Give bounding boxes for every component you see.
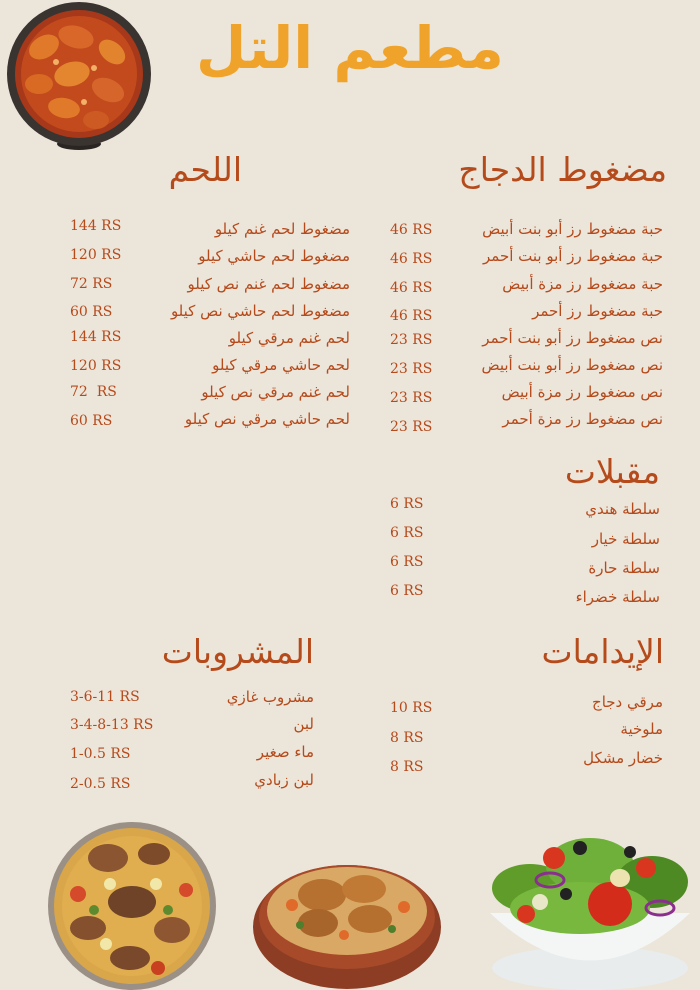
menu-item-name: لحم حاشي مرقي كيلو	[212, 356, 350, 374]
sides-section-heading: الإيدامات	[541, 632, 664, 671]
menu-item-price: 144 RS	[70, 329, 122, 345]
menu-item-name: لحم غنم مرقي نص كيلو	[201, 383, 350, 401]
menu-item-name: حبة مضغوط رز أبو بنت أبيض	[482, 220, 663, 238]
menu-item-name: نص مضغوط رز أبو بنت أحمر	[482, 329, 663, 347]
menu-item-name: مرقي دجاج	[592, 693, 663, 711]
menu-item-name: ماء صغير	[256, 743, 314, 761]
restaurant-title: مطعم التل	[196, 14, 504, 82]
menu-item-name: سلطة هندي	[585, 500, 660, 518]
menu-item-price: 60 RS	[70, 413, 113, 429]
menu-item-price: 120 RS	[70, 247, 122, 263]
menu-item-price: 8 RS	[390, 759, 424, 775]
meat-section-heading: اللحم	[168, 150, 242, 189]
menu-item-price: 46 RS	[390, 308, 433, 324]
menu-item-price: 46 RS	[390, 280, 433, 296]
menu-item-name: مشروب غازي	[226, 688, 314, 706]
menu-item-name: ملوخية	[620, 720, 663, 738]
menu-item-name: لبن زبادي	[254, 771, 314, 789]
menu-item-price: 46 RS	[390, 251, 433, 267]
kabsa-meat-platter-image	[48, 818, 216, 990]
menu-item-name: لبن	[293, 715, 314, 733]
green-salad-bowl-image	[470, 818, 700, 990]
menu-item-name: حبة مضغوط رز مزة أبيض	[502, 275, 663, 293]
menu-item-price: 3-6-11 RS	[70, 689, 140, 705]
menu-item-name: لحم حاشي مرقي نص كيلو	[184, 410, 350, 428]
menu-item-name: نص مضغوط رز مزة أحمر	[502, 410, 663, 428]
menu-item-price: 23 RS	[390, 390, 433, 406]
menu-item-price: 10 RS	[390, 700, 433, 716]
drinks-section-heading: المشروبات	[161, 632, 314, 671]
menu-item-price: 72 RS	[70, 384, 117, 400]
menu-item-name: مضغوط لحم غنم كيلو	[214, 220, 350, 238]
menu-item-price: 3-4-8-13 RS	[70, 717, 154, 733]
menu-item-name: حبة مضغوط رز أحمر	[532, 302, 663, 320]
menu-item-price: 23 RS	[390, 332, 433, 348]
menu-item-name: نص مضغوط رز مزة أبيض	[501, 383, 663, 401]
menu-item-price: 120 RS	[70, 358, 122, 374]
menu-item-price: 6 RS	[390, 496, 424, 512]
menu-item-name: سلطة خيار	[591, 530, 660, 548]
chicken-section-heading: مضغوط الدجاج	[458, 150, 667, 189]
menu-item-name: سلطة خضراء	[575, 588, 660, 606]
menu-item-name: مضغوط لحم حاشي كيلو	[198, 247, 350, 265]
menu-item-price: 144 RS	[70, 218, 122, 234]
menu-item-price: 6 RS	[390, 583, 424, 599]
appetizers-section-heading: مقبلات	[564, 452, 660, 491]
menu-item-price: 46 RS	[390, 222, 433, 238]
menu-item-price: 2-0.5 RS	[70, 776, 131, 792]
menu-item-price: 6 RS	[390, 525, 424, 541]
menu-item-name: سلطة حارة	[588, 559, 660, 577]
chicken-curry-pan-image	[4, 2, 154, 154]
menu-item-name: خضار مشكل	[583, 749, 663, 767]
menu-item-price: 1-0.5 RS	[70, 746, 131, 762]
menu-item-price: 60 RS	[70, 304, 113, 320]
menu-item-name: مضغوط لحم حاشي نص كيلو	[170, 302, 350, 320]
menu-item-price: 23 RS	[390, 361, 433, 377]
chicken-rice-bowl-image	[252, 855, 442, 990]
menu-item-name: لحم غنم مرقي كيلو	[228, 329, 350, 347]
menu-item-name: مضغوط لحم غنم نص كيلو	[187, 275, 350, 293]
menu-item-price: 72 RS	[70, 276, 113, 292]
menu-item-name: حبة مضغوط رز أبو بنت أحمر	[483, 247, 663, 265]
menu-item-price: 23 RS	[390, 419, 433, 435]
menu-item-price: 6 RS	[390, 554, 424, 570]
menu-item-price: 8 RS	[390, 730, 424, 746]
menu-item-name: نص مضغوط رز أبو بنت أبيض	[481, 356, 663, 374]
